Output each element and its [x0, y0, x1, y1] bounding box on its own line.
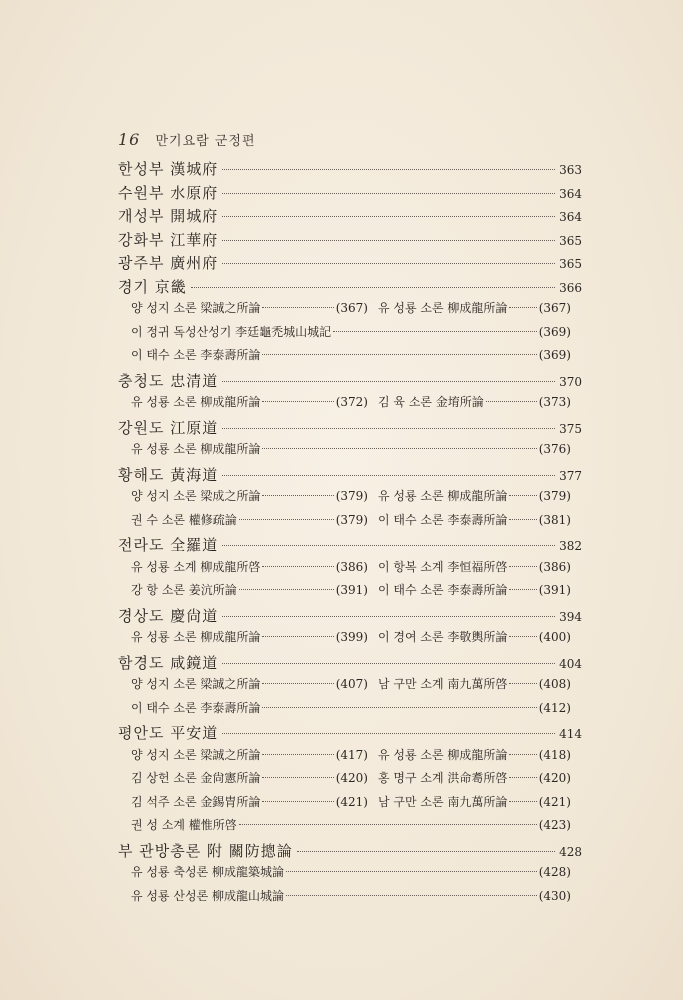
toc-entry-sub	[131, 816, 571, 838]
entry-page: 414	[559, 727, 582, 741]
leader-dots	[222, 428, 555, 429]
toc-entry-sub	[131, 299, 571, 321]
entry-label: 수원부 水原府	[118, 183, 219, 202]
toc-entry-main	[118, 252, 582, 274]
entry-label: 이 태수 소론 李泰壽所論	[131, 700, 261, 715]
toc-entry-sub	[131, 346, 571, 368]
leader-dots	[222, 733, 555, 734]
entry-page: (428)	[538, 865, 571, 879]
toc-entry-main	[118, 276, 582, 298]
entry-page: (417)	[335, 747, 368, 762]
entry-page: 364	[559, 210, 582, 224]
leader-dots	[286, 895, 537, 896]
entry-label: 남 구만 소론 南九萬所論	[378, 794, 508, 809]
entry-label: 함경도 咸鏡道	[118, 653, 219, 672]
page-number: 16	[118, 130, 141, 149]
leader-dots	[509, 801, 536, 802]
sub-entry-left	[131, 393, 368, 410]
entry-page: 370	[559, 374, 582, 389]
entry-page: (420)	[538, 771, 571, 785]
sub-entry-left	[131, 675, 368, 692]
toc-entry-sub	[131, 863, 571, 885]
running-title: 만기요람 군정편	[155, 134, 256, 149]
toc-entry-sub	[131, 699, 571, 721]
entry-page: (386)	[538, 559, 571, 574]
entry-page: (379)	[335, 489, 368, 503]
entry-page: (420)	[335, 771, 368, 785]
sub-entry-left	[131, 511, 368, 528]
toc-entry-sub	[131, 440, 571, 462]
entry-page: (430)	[538, 888, 571, 903]
entry-label: 강 항 소론 姜沆所論	[131, 583, 237, 597]
entry-label: 유 성룡 축성론 柳成龍築城論	[131, 865, 284, 879]
toc-entry-sub	[131, 323, 571, 345]
entry-page: 375	[559, 421, 582, 436]
leader-dots	[262, 801, 333, 802]
entry-page: (379)	[335, 512, 368, 527]
entry-label: 경기 京畿	[118, 277, 187, 296]
toc-entry-main	[118, 417, 582, 439]
entry-label: 유 성룡 소론 柳成龍所論	[378, 301, 508, 315]
sub-entry-left	[131, 487, 368, 504]
leader-dots	[222, 216, 555, 217]
toc-entry-sub	[131, 793, 571, 815]
leader-dots	[509, 566, 536, 567]
sub-entry-left	[131, 793, 368, 810]
toc-entry-main	[118, 534, 582, 556]
entry-page: 365	[559, 233, 582, 248]
leader-dots	[262, 307, 333, 308]
entry-page: (367)	[538, 301, 571, 315]
leader-dots	[509, 754, 536, 755]
toc-entry-sub	[131, 558, 571, 580]
entry-page: 363	[559, 163, 582, 177]
entry-page: (379)	[538, 489, 571, 503]
toc-entry-sub	[131, 769, 571, 791]
leader-dots	[191, 287, 555, 288]
leader-dots	[262, 354, 536, 355]
leader-dots	[222, 616, 555, 617]
page-header	[118, 130, 256, 149]
entry-label: 김 상헌 소론 金尙憲所論	[131, 771, 261, 785]
entry-page: 382	[559, 539, 582, 553]
entry-page: (391)	[335, 583, 368, 597]
entry-label: 유 성룡 소론 柳成龍所論	[378, 747, 508, 762]
entry-page: (369)	[538, 348, 571, 362]
leader-dots	[239, 589, 334, 590]
sub-entry-left	[131, 769, 368, 786]
sub-entry-right	[378, 581, 571, 598]
entry-page: (369)	[538, 324, 571, 339]
entry-page: (381)	[538, 512, 571, 527]
sub-entry	[131, 887, 571, 904]
leader-dots	[509, 636, 536, 637]
sub-entry-left	[131, 628, 368, 645]
leader-dots	[239, 519, 334, 520]
sub-entry-left	[131, 299, 368, 316]
leader-dots	[262, 707, 536, 708]
toc-entry-sub	[131, 487, 571, 509]
entry-label: 황해도 黃海道	[118, 465, 219, 484]
entry-label: 이 태수 소론 李泰壽所論	[378, 512, 508, 527]
entry-label: 이 경여 소론 李敬輿所論	[378, 630, 508, 644]
entry-label: 권 성 소계 權惟所啓	[131, 818, 237, 832]
entry-page: (399)	[335, 630, 368, 644]
entry-label: 양 성지 소론 梁誠之所論	[131, 747, 261, 762]
entry-page: (408)	[538, 677, 571, 691]
entry-label: 유 성룡 산성론 柳成龍山城論	[131, 888, 284, 903]
entry-page: (373)	[538, 395, 571, 409]
leader-dots	[222, 263, 555, 264]
toc-entry-sub	[131, 887, 571, 909]
leader-dots	[262, 401, 333, 402]
entry-label: 한성부 漢城府	[118, 160, 219, 178]
entry-label: 평안도 平安道	[118, 724, 219, 742]
toc-entry-sub	[131, 393, 571, 415]
sub-entry-right	[378, 675, 571, 692]
entry-page: (367)	[335, 301, 368, 315]
entry-page: 364	[559, 186, 582, 201]
leader-dots	[486, 401, 537, 402]
entry-label: 유 성룡 소론 柳成龍所論	[131, 630, 261, 644]
entry-label: 유 성룡 소론 柳成龍所論	[131, 395, 261, 409]
toc-entry-main	[118, 652, 582, 674]
toc-entry-sub	[131, 628, 571, 650]
sub-entry-right	[378, 393, 571, 410]
leader-dots	[262, 683, 333, 684]
sub-entry-right	[378, 487, 571, 504]
entry-label: 개성부 開城府	[118, 207, 219, 225]
entry-page: 428	[559, 844, 582, 859]
leader-dots	[262, 636, 333, 637]
leader-dots	[333, 331, 537, 332]
entry-page: 365	[559, 257, 582, 271]
entry-page: 366	[559, 280, 582, 295]
entry-page: (421)	[335, 794, 368, 809]
sub-entry	[131, 863, 571, 880]
sub-entry-right	[378, 558, 571, 575]
sub-entry-right	[378, 299, 571, 316]
entry-label: 경상도 慶尙道	[118, 606, 219, 625]
toc-entry-main	[118, 605, 582, 627]
leader-dots	[222, 193, 555, 194]
entry-label: 양 성지 소론 梁誠之所論	[131, 677, 261, 691]
leader-dots	[286, 871, 537, 872]
entry-label: 유 성룡 소계 柳成龍所啓	[131, 559, 261, 574]
leader-dots	[262, 777, 333, 778]
entry-label: 전라도 全羅道	[118, 536, 219, 554]
toc-entry-main	[118, 722, 582, 744]
entry-label: 홍 명구 소계 洪命耈所啓	[378, 771, 508, 785]
toc-entry-sub	[131, 581, 571, 603]
leader-dots	[222, 169, 555, 170]
sub-entry-right	[378, 793, 571, 810]
entry-page: (372)	[335, 395, 368, 409]
toc-entry-main	[118, 840, 582, 862]
leader-dots	[262, 754, 333, 755]
entry-page: (400)	[538, 630, 571, 644]
leader-dots	[509, 589, 536, 590]
entry-label: 부 관방총론 附 關防摠論	[118, 841, 293, 860]
entry-label: 유 성룡 소론 柳成龍所論	[131, 442, 261, 456]
sub-entry	[131, 323, 571, 340]
toc-entry-main	[118, 205, 582, 227]
entry-label: 강원도 江原道	[118, 418, 219, 437]
toc-entry-main	[118, 229, 582, 251]
toc-entry-main	[118, 370, 582, 392]
sub-entry	[131, 346, 571, 363]
sub-entry	[131, 440, 571, 457]
toc-entry-sub	[131, 675, 571, 697]
leader-dots	[262, 495, 333, 496]
toc-entry-main	[118, 158, 582, 180]
entry-label: 유 성룡 소론 柳成龍所論	[378, 489, 508, 503]
entry-label: 이 항복 소계 李恒福所啓	[378, 559, 508, 574]
entry-page: 377	[559, 468, 582, 483]
entry-label: 남 구만 소계 南九萬所啓	[378, 677, 508, 691]
sub-entry-left	[131, 746, 368, 763]
entry-page: 394	[559, 609, 582, 624]
leader-dots	[222, 663, 555, 664]
toc-entry-main	[118, 464, 582, 486]
entry-page: 404	[559, 656, 582, 671]
entry-page: (418)	[538, 747, 571, 762]
sub-entry	[131, 699, 571, 716]
entry-label: 강화부 江華府	[118, 230, 219, 249]
leader-dots	[509, 495, 536, 496]
leader-dots	[222, 240, 555, 241]
toc-entry-sub	[131, 746, 571, 768]
entry-page: (423)	[538, 818, 571, 832]
entry-label: 광주부 廣州府	[118, 254, 219, 272]
entry-page: (376)	[538, 442, 571, 456]
sub-entry-left	[131, 581, 368, 598]
leader-dots	[297, 851, 555, 852]
toc-entry-main	[118, 182, 582, 204]
leader-dots	[222, 545, 555, 546]
entry-label: 이 태수 소론 李泰壽所論	[131, 348, 261, 362]
entry-label: 이 태수 소론 李泰壽所論	[378, 583, 508, 597]
leader-dots	[222, 475, 555, 476]
leader-dots	[509, 519, 536, 520]
entry-label: 충청도 忠清道	[118, 371, 219, 390]
entry-label: 이 정귀 독성산성기 李廷龜禿城山城記	[131, 324, 332, 339]
sub-entry-right	[378, 511, 571, 528]
entry-label: 김 육 소론 金堉所論	[378, 395, 484, 409]
leader-dots	[509, 683, 536, 684]
sub-entry-left	[131, 558, 368, 575]
entry-label: 권 수 소론 權修疏論	[131, 512, 237, 527]
sub-entry	[131, 816, 571, 833]
sub-entry-right	[378, 628, 571, 645]
leader-dots	[262, 566, 333, 567]
entry-page: (421)	[538, 794, 571, 809]
leader-dots	[222, 381, 555, 382]
entry-page: (386)	[335, 559, 368, 574]
leader-dots	[262, 448, 536, 449]
entry-label: 김 석주 소론 金錫胄所論	[131, 794, 261, 809]
leader-dots	[509, 777, 536, 778]
sub-entry-right	[378, 746, 571, 763]
sub-entry-right	[378, 769, 571, 786]
toc-entry-sub	[131, 511, 571, 533]
leader-dots	[509, 307, 536, 308]
leader-dots	[239, 824, 537, 825]
entry-page: (412)	[538, 700, 571, 715]
entry-page: (407)	[335, 677, 368, 691]
entry-label: 양 성지 소론 梁成之所論	[131, 489, 261, 503]
entry-page: (391)	[538, 583, 571, 597]
entry-label: 양 성지 소론 梁誠之所論	[131, 301, 261, 315]
